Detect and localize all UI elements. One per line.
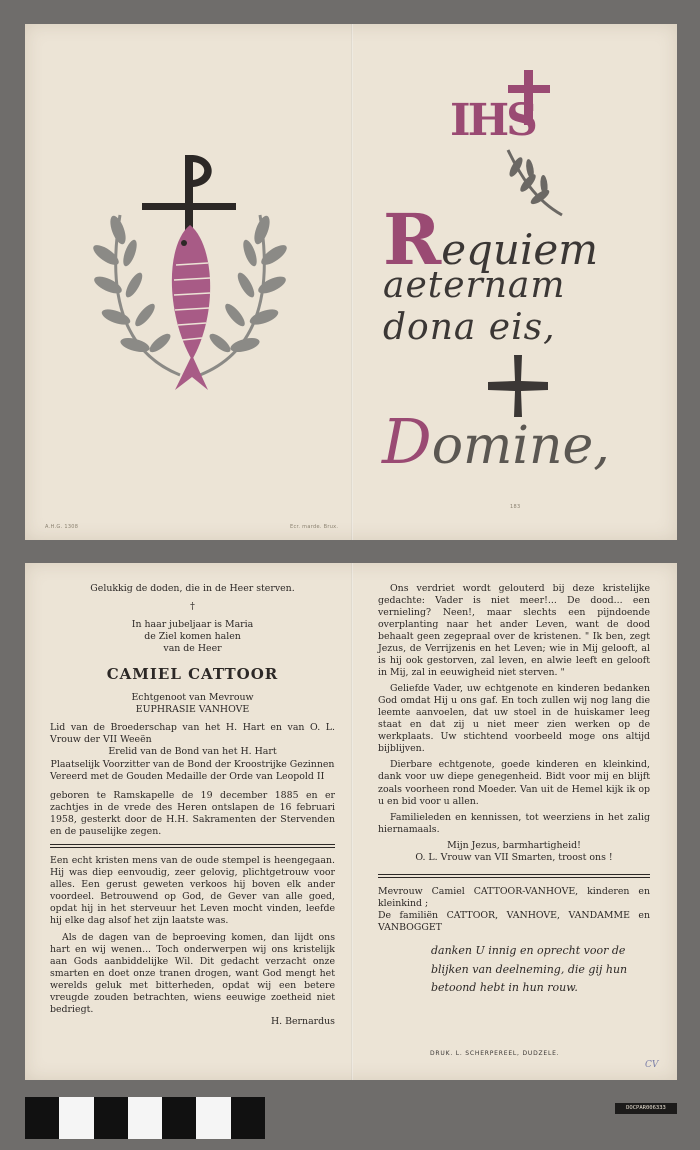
- calibration-swatch: [25, 1097, 59, 1139]
- art-name: Ecr. marde. Brux.: [290, 524, 339, 530]
- family-line: De familiën CATTOOR, VANHOVE, VANDAMME en VANBOGGET: [378, 909, 650, 933]
- left-text-panel: [50, 583, 335, 1028]
- card-fold: [351, 563, 353, 1080]
- title-domine: [382, 405, 610, 478]
- calibration-swatch: [59, 1097, 93, 1139]
- opening-verse: Gelukkig de doden, die in de Heer sterven.: [90, 583, 295, 594]
- title-word-1: equiem: [441, 225, 599, 274]
- calibration-swatch: [128, 1097, 162, 1139]
- title-initial: R: [383, 198, 442, 281]
- title-dona-eis: dona eis,: [383, 307, 556, 348]
- family-line: Mevrouw Camiel CATTOOR-VANHOVE, kinderen en kleinkind ;: [378, 885, 650, 909]
- calibration-swatch: [196, 1097, 230, 1139]
- reflection-paragraph: Familieleden en kennissen, tot weerziens in het zalig hiernamaals.: [378, 811, 650, 835]
- honor-line: Erelid van de Bond van het H. Hart: [108, 746, 277, 758]
- chi-rho-icon: [142, 155, 236, 230]
- eulogy-paragraph: Als de dagen van de beproeving komen, dan lijdt ons hart en wij wenen... Toch onderwerpen wij ons kristelijk aan Gods aanbiddelijke Wil. Dit gedacht verzacht onze smarten en doet onze tranen drogen, want God mengt het werelds geluk met bitterheden, opdat wij een betere vreugde zouden betrachten, wiens eeuwige zoetheid niet bedriegt.: [50, 931, 335, 1016]
- calibration-swatch: [162, 1097, 196, 1139]
- archive-label: DOCPAR006333: [615, 1103, 677, 1114]
- spouse-label: Echtgenoot van Mevrouw: [131, 692, 254, 704]
- page-number: 183: [510, 504, 521, 510]
- eulogy-paragraph: Een echt kristen mens van de oude stempel is heengegaan. Hij was diep eenvoudig, zeer gelovig, plichtgetrouw voor alles. Een gerust geweten verkoos hij boven elk ander voordeel. Betrouwend op God, de Gever van alle goed, opdat hij in het sterveuur het Leven mocht vinden, leefde hij elke dag alsof het zijn laatste was.: [50, 854, 335, 926]
- handwritten-mark: CV: [645, 1060, 659, 1070]
- quote-signature: H. Bernardus: [270, 1016, 335, 1028]
- fish-icon: [172, 225, 210, 390]
- right-text-panel: [378, 583, 650, 998]
- intro-line: In haar jubeljaar is Maria: [131, 619, 254, 631]
- chirho-fish-emblem: [90, 145, 290, 405]
- honor-line: Vereerd met de Gouden Medaille der Orde van Leopold II: [50, 770, 325, 782]
- small-cross-icon: †: [190, 601, 195, 613]
- laurel-left-icon: [90, 214, 180, 375]
- color-calibration-bar: [25, 1097, 265, 1139]
- printer-credit: DRUK. L. SCHERPEREEL, DUDZELE.: [430, 1050, 560, 1057]
- birth-death-text: geboren te Ramskapelle de 19 december 1885 en er zachtjes in de vrede des Heren ontslapen de 16 februari 1958, gesterkt door de H.H. Sakramenten der Stervenden en de pauselijke zegen.: [50, 789, 335, 837]
- intro-line: van de Heer: [163, 643, 222, 655]
- divider: [378, 874, 650, 878]
- prayer-line: O. L. Vrouw van VII Smarten, troost ons !: [415, 851, 613, 863]
- calibration-swatch: [94, 1097, 128, 1139]
- domine-rest: omine,: [431, 416, 610, 476]
- laurel-right-icon: [200, 214, 290, 375]
- domine-initial: D: [382, 405, 432, 478]
- ihs-monogram: IHS: [450, 95, 535, 146]
- art-code: A.H.G. 1308: [45, 524, 79, 530]
- title-aeternam: aeternam: [383, 265, 566, 306]
- prayer-line: Mijn Jezus, barmhartigheid!: [447, 839, 581, 851]
- thanks-text: danken U innig en oprecht voor de blijken van deelneming, die gij hun betoond hebt in hun rouw.: [431, 943, 628, 995]
- deceased-name: CAMIEL CATTOOR: [106, 665, 279, 684]
- intro-line: de Ziel komen halen: [144, 631, 241, 643]
- divider: [50, 844, 335, 848]
- calibration-swatch: [231, 1097, 265, 1139]
- card-fold: [351, 24, 353, 540]
- honor-line: Plaatselijk Voorzitter van de Bond der Kroostrijke Gezinnen: [50, 758, 335, 770]
- reflection-paragraph: Geliefde Vader, uw echtgenote en kinderen bedanken God omdat Hij u ons gaf. En toch zullen wij nog lang die leemte aanvoelen, dat uw stoel in de huiskamer leeg staat en dat zij u niet meer zien werken op de werkplaats. Uw stichtend voorbeeld moge ons altijd bijblijven.: [378, 683, 650, 755]
- spouse-name: EUPHRASIE VANHOVE: [135, 704, 250, 716]
- honor-line: Lid van de Broederschap van het H. Hart en van O. L. Vrouw der VII Weeën: [50, 722, 335, 746]
- reflection-paragraph: Dierbare echtgenote, goede kinderen en kleinkind, dank voor uw diepe genegenheid. Bidt voor mij en blijft zoals voorheen rond Moeder. Van uit de Hemel kijk ik op u en bid voor u allen.: [378, 759, 650, 807]
- reflection-paragraph: Ons verdriet wordt gelouterd bij deze kristelijke gedachte: Vader is niet meer!... De dood... een vernieling? Neen!, maar slechts een pijndoende overplanting naar het ander Leven, want de dood behaalt geen zegepraal over de kristenen. " Ik ben, zegt Jezus, de Verrijzenis en het Leven; wie in Mij gelooft, al is hij ook gestorven, zal leven, en alwie leeft en gelooft in Mij, zal in eeuwigheid niet sterven. ": [378, 583, 650, 679]
